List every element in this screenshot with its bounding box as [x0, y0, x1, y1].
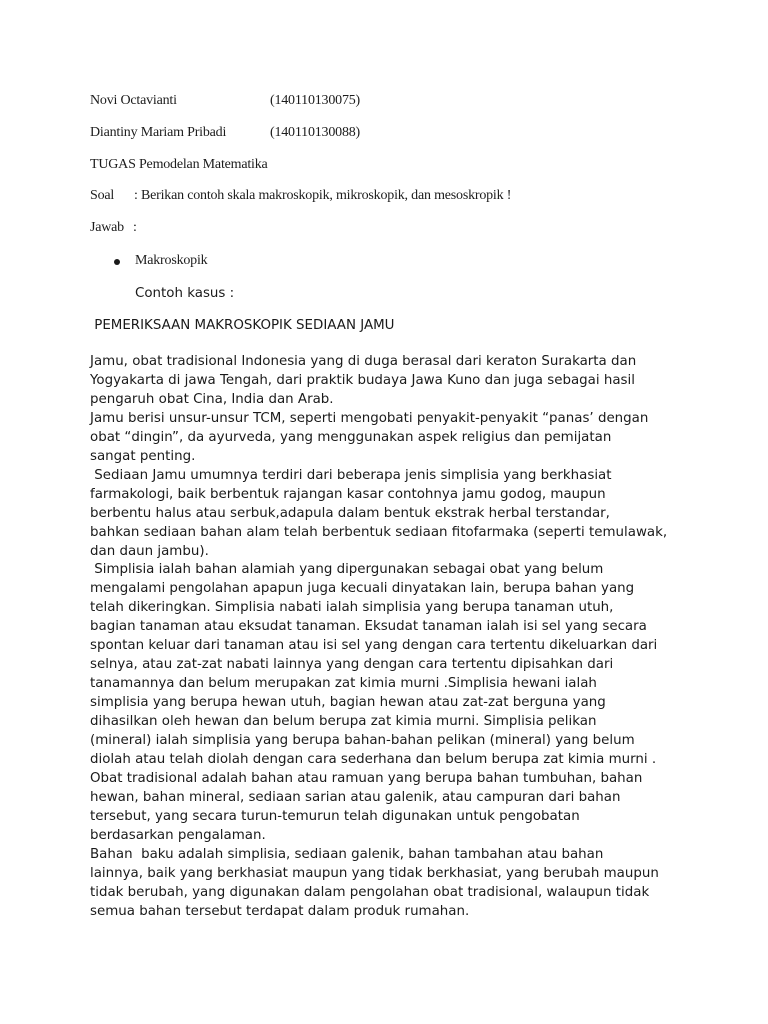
body-line: selnya, atau zat-zat nabati lainnya yang dengan cara tertentu dipisahkan dari — [90, 657, 614, 673]
body-line: farmakologi, baik berbentuk rajangan kasar contohnya jamu godog, maupun — [90, 486, 606, 502]
body-line: dan daun jambu). — [90, 543, 209, 559]
body-line: dihasilkan oleh hewan dan belum berupa zat kimia murni. Simplisia pelikan — [90, 714, 597, 730]
author-1-name: Novi Octavianti — [90, 93, 177, 108]
body-line: telah dikeringkan. Simplisia nabati ialah simplisia yang berupa tanaman utuh, — [90, 600, 614, 616]
author-1-id: (140110130075) — [270, 93, 361, 108]
jawab-label: Jawab — [90, 220, 124, 235]
author-2-name: Diantiny Mariam Pribadi — [90, 125, 227, 140]
body-line: Simplisia ialah bahan alamiah yang dipergunakan sebagai obat yang belum — [90, 562, 604, 578]
body-line: bahkan sediaan bahan alam telah berbentuk sediaan fitofarmaka (seperti temulawak, — [90, 524, 668, 540]
body-line: tidak berubah, yang digunakan dalam pengolahan obat tradisional, walaupun tidak — [90, 884, 650, 900]
body-line: tanamannya dan belum merupakan zat kimia murni .Simplisia hewani ialah — [90, 676, 597, 692]
soal-label: Soal — [90, 188, 115, 203]
body-line: bagian tanaman atau eksudat tanaman. Eksudat tanaman ialah isi sel yang secara — [90, 619, 647, 635]
soal-question: : Berikan contoh skala makroskopik, mikroskopik, dan mesoskropik ! — [134, 188, 512, 203]
assignment-title: TUGAS Pemodelan Matematika — [90, 157, 268, 172]
body-line: Obat tradisional adalah bahan atau ramuan yang berupa bahan tumbuhan, bahan — [90, 770, 643, 786]
body-line: tersebut, yang secara turun-temurun telah digunakan untuk pengobatan — [90, 808, 580, 824]
body-line: (mineral) ialah simplisia yang berupa bahan-bahan pelikan (mineral) yang belum — [90, 733, 635, 748]
body-line: Sediaan Jamu umumnya terdiri dari beberapa jenis simplisia yang berkhasiat — [90, 467, 612, 483]
body-line: sangat penting. — [90, 448, 196, 464]
bullet-dot-icon — [114, 259, 120, 265]
jawab-colon: : — [133, 220, 137, 235]
body-line: berdasarkan pengalaman. — [90, 827, 266, 843]
bullet-makroskopik: Makroskopik — [135, 253, 208, 268]
body-line: pengaruh obat Cina, India dan Arab. — [90, 391, 334, 407]
body-line: simplisia yang berupa hewan utuh, bagian hewan atau zat-zat berguna yang — [90, 695, 606, 711]
contoh-kasus-label: Contoh kasus : — [135, 286, 235, 301]
section-title: PEMERIKSAAN MAKROSKOPIK SEDIAAN JAMU — [90, 318, 395, 333]
body-line: Yogyakarta di jawa Tengah, dari praktik budaya Jawa Kuno dan juga sebagai hasil — [90, 372, 635, 388]
body-line: Bahan baku adalah simplisia, sediaan galenik, bahan tambahan atau bahan — [90, 846, 604, 862]
author-2-id: (140110130088) — [270, 125, 361, 140]
body-line: lainnya, baik yang berkhasiat maupun yang tidak berkhasiat, yang berubah maupun — [90, 865, 659, 881]
body-line: spontan keluar dari tanaman atau isi sel yang dengan cara tertentu dikeluarkan dari — [90, 638, 658, 654]
body-line: diolah atau telah diolah dengan cara sederhana dan belum berupa zat kimia murni . — [90, 751, 657, 767]
body-line: hewan, bahan mineral, sediaan sarian atau galenik, atau campuran dari bahan — [90, 789, 621, 805]
body-line: semua bahan tersebut terdapat dalam produk rumahan. — [90, 903, 470, 919]
body-line: Jamu berisi unsur-unsur TCM, seperti mengobati penyakit-penyakit “panas’ dengan — [90, 410, 649, 426]
body-line: obat “dingin”, da ayurveda, yang menggunakan aspek religius dan pemijatan — [90, 429, 612, 445]
body-line: mengalami pengolahan apapun juga kecuali dinyatakan lain, berupa bahan yang — [90, 581, 635, 597]
body-line: berbentu halus atau serbuk,adapula dalam bentuk ekstrak herbal terstandar, — [90, 505, 610, 521]
body-line: Jamu, obat tradisional Indonesia yang di duga berasal dari keraton Surakarta dan — [90, 354, 637, 369]
